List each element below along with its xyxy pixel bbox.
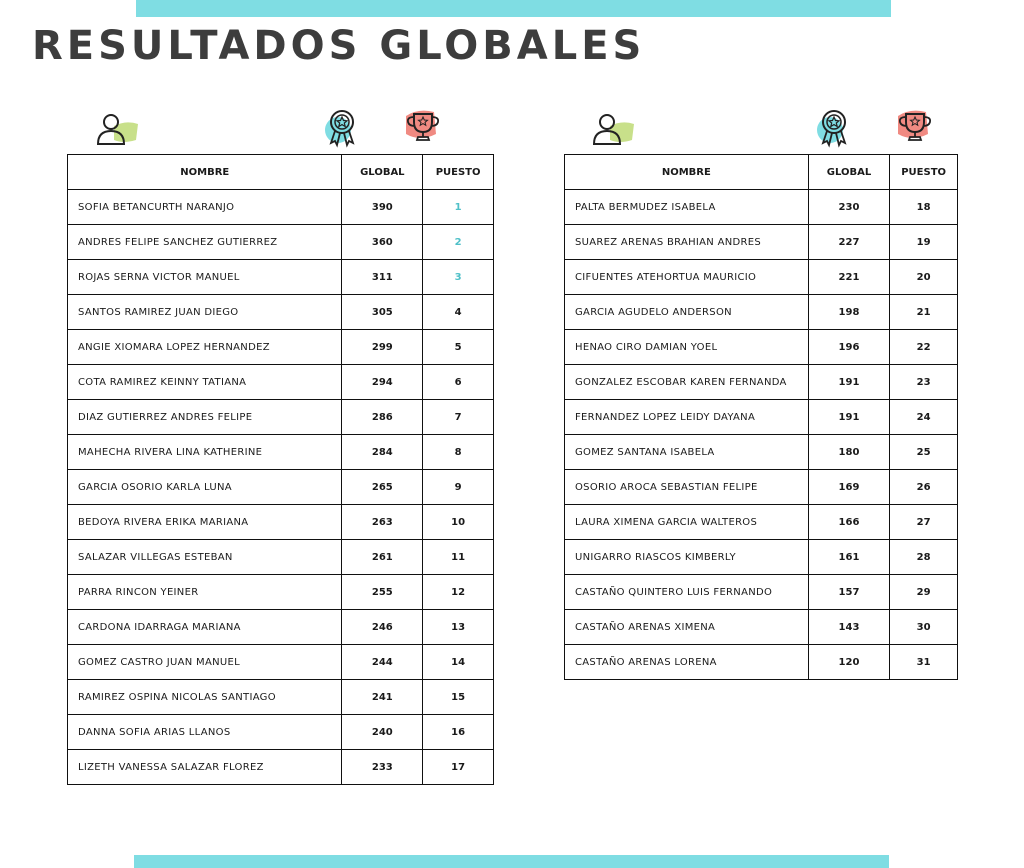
place-rank: 8 <box>423 435 494 470</box>
place-rank: 7 <box>423 400 494 435</box>
table-row <box>68 505 494 540</box>
trophy-icon <box>402 106 446 146</box>
header-name: NOMBRE <box>68 155 342 190</box>
global-score: 240 <box>342 715 423 750</box>
table-body-left <box>68 190 494 785</box>
place-rank: 23 <box>890 365 958 400</box>
table-row <box>68 435 494 470</box>
place-rank: 14 <box>423 645 494 680</box>
table-row <box>68 225 494 260</box>
table-row <box>68 750 494 785</box>
place-rank: 22 <box>890 330 958 365</box>
global-score: 255 <box>342 575 423 610</box>
global-score: 120 <box>808 645 890 680</box>
global-score: 221 <box>808 260 890 295</box>
student-name: HENAO CIRO DAMIAN YOEL <box>565 330 809 365</box>
global-score: 244 <box>342 645 423 680</box>
student-name: SANTOS RAMIREZ JUAN DIEGO <box>68 295 342 330</box>
global-score: 180 <box>808 435 890 470</box>
student-name: GOMEZ SANTANA ISABELA <box>565 435 809 470</box>
table-row <box>68 330 494 365</box>
table-row <box>68 645 494 680</box>
place-rank: 15 <box>423 680 494 715</box>
student-name: PARRA RINCON YEINER <box>68 575 342 610</box>
table-row <box>565 190 958 225</box>
student-name: CASTAÑO QUINTERO LUIS FERNANDO <box>565 575 809 610</box>
global-score: 227 <box>808 225 890 260</box>
table-row <box>68 365 494 400</box>
student-name: CIFUENTES ATEHORTUA MAURICIO <box>565 260 809 295</box>
student-name: DANNA SOFIA ARIAS LLANOS <box>68 715 342 750</box>
place-rank: 26 <box>890 470 958 505</box>
person-icon <box>96 110 140 150</box>
place-rank: 28 <box>890 540 958 575</box>
results-table-left <box>67 154 494 785</box>
place-rank: 27 <box>890 505 958 540</box>
global-score: 191 <box>808 400 890 435</box>
medal-icon <box>812 108 856 148</box>
table-row <box>565 435 958 470</box>
table-row <box>565 225 958 260</box>
student-name: SOFIA BETANCURTH NARANJO <box>68 190 342 225</box>
student-name: MAHECHA RIVERA LINA KATHERINE <box>68 435 342 470</box>
table-row <box>68 470 494 505</box>
global-score: 263 <box>342 505 423 540</box>
table-row <box>565 260 958 295</box>
student-name: GARCIA AGUDELO ANDERSON <box>565 295 809 330</box>
place-rank: 30 <box>890 610 958 645</box>
student-name: DIAZ GUTIERREZ ANDRES FELIPE <box>68 400 342 435</box>
student-name: ANDRES FELIPE SANCHEZ GUTIERREZ <box>68 225 342 260</box>
place-rank: 4 <box>423 295 494 330</box>
student-name: LAURA XIMENA GARCIA WALTEROS <box>565 505 809 540</box>
bottom-accent-bar <box>134 855 889 868</box>
table-row <box>68 575 494 610</box>
student-name: ROJAS SERNA VICTOR MANUEL <box>68 260 342 295</box>
student-name: OSORIO AROCA SEBASTIAN FELIPE <box>565 470 809 505</box>
global-score: 166 <box>808 505 890 540</box>
student-name: SUAREZ ARENAS BRAHIAN ANDRES <box>565 225 809 260</box>
place-rank: 29 <box>890 575 958 610</box>
student-name: CARDONA IDARRAGA MARIANA <box>68 610 342 645</box>
student-name: RAMIREZ OSPINA NICOLAS SANTIAGO <box>68 680 342 715</box>
global-score: 241 <box>342 680 423 715</box>
table-row <box>68 400 494 435</box>
place-rank: 9 <box>423 470 494 505</box>
student-name: COTA RAMIREZ KEINNY TATIANA <box>68 365 342 400</box>
student-name: GONZALEZ ESCOBAR KAREN FERNANDA <box>565 365 809 400</box>
global-score: 233 <box>342 750 423 785</box>
place-rank: 21 <box>890 295 958 330</box>
table-row <box>68 295 494 330</box>
place-rank: 10 <box>423 505 494 540</box>
table-row <box>565 575 958 610</box>
table-row <box>68 680 494 715</box>
global-score: 191 <box>808 365 890 400</box>
place-rank: 25 <box>890 435 958 470</box>
student-name: CASTAÑO ARENAS LORENA <box>565 645 809 680</box>
header-place: PUESTO <box>423 155 494 190</box>
place-rank: 6 <box>423 365 494 400</box>
header-global: GLOBAL <box>808 155 890 190</box>
student-name: SALAZAR VILLEGAS ESTEBAN <box>68 540 342 575</box>
global-score: 305 <box>342 295 423 330</box>
global-score: 284 <box>342 435 423 470</box>
global-score: 286 <box>342 400 423 435</box>
person-icon <box>592 110 636 150</box>
trophy-icon <box>894 106 938 146</box>
place-rank: 5 <box>423 330 494 365</box>
table-row <box>565 330 958 365</box>
table-row <box>565 295 958 330</box>
global-score: 143 <box>808 610 890 645</box>
place-rank: 16 <box>423 715 494 750</box>
place-rank: 19 <box>890 225 958 260</box>
page-title: RESULTADOS GLOBALES <box>32 23 646 69</box>
header-place: PUESTO <box>890 155 958 190</box>
place-rank: 1 <box>423 190 494 225</box>
student-name: UNIGARRO RIASCOS KIMBERLY <box>565 540 809 575</box>
table-row <box>565 470 958 505</box>
place-rank: 3 <box>423 260 494 295</box>
place-rank: 13 <box>423 610 494 645</box>
student-name: ANGIE XIOMARA LOPEZ HERNANDEZ <box>68 330 342 365</box>
student-name: CASTAÑO ARENAS XIMENA <box>565 610 809 645</box>
global-score: 299 <box>342 330 423 365</box>
table-row <box>565 645 958 680</box>
table-header-row <box>565 155 958 190</box>
table-row <box>565 365 958 400</box>
student-name: LIZETH VANESSA SALAZAR FLOREZ <box>68 750 342 785</box>
global-score: 311 <box>342 260 423 295</box>
table-row <box>68 540 494 575</box>
place-rank: 17 <box>423 750 494 785</box>
student-name: GARCIA OSORIO KARLA LUNA <box>68 470 342 505</box>
table-row <box>68 260 494 295</box>
student-name: BEDOYA RIVERA ERIKA MARIANA <box>68 505 342 540</box>
global-score: 294 <box>342 365 423 400</box>
place-rank: 24 <box>890 400 958 435</box>
place-rank: 31 <box>890 645 958 680</box>
header-global: GLOBAL <box>342 155 423 190</box>
table-row <box>68 715 494 750</box>
place-rank: 11 <box>423 540 494 575</box>
global-score: 265 <box>342 470 423 505</box>
table-row <box>565 400 958 435</box>
global-score: 157 <box>808 575 890 610</box>
global-score: 230 <box>808 190 890 225</box>
top-accent-bar <box>136 0 891 17</box>
table-header-row <box>68 155 494 190</box>
table-row <box>565 540 958 575</box>
results-table-right <box>564 154 958 680</box>
place-rank: 20 <box>890 260 958 295</box>
place-rank: 2 <box>423 225 494 260</box>
table-row <box>565 610 958 645</box>
global-score: 198 <box>808 295 890 330</box>
global-score: 261 <box>342 540 423 575</box>
table-row <box>68 190 494 225</box>
global-score: 246 <box>342 610 423 645</box>
student-name: PALTA BERMUDEZ ISABELA <box>565 190 809 225</box>
student-name: FERNANDEZ LOPEZ LEIDY DAYANA <box>565 400 809 435</box>
global-score: 390 <box>342 190 423 225</box>
student-name: GOMEZ CASTRO JUAN MANUEL <box>68 645 342 680</box>
medal-icon <box>320 108 364 148</box>
place-rank: 18 <box>890 190 958 225</box>
global-score: 360 <box>342 225 423 260</box>
table-row <box>68 610 494 645</box>
header-name: NOMBRE <box>565 155 809 190</box>
global-score: 161 <box>808 540 890 575</box>
table-body-right <box>565 190 958 680</box>
place-rank: 12 <box>423 575 494 610</box>
global-score: 196 <box>808 330 890 365</box>
global-score: 169 <box>808 470 890 505</box>
table-row <box>565 505 958 540</box>
